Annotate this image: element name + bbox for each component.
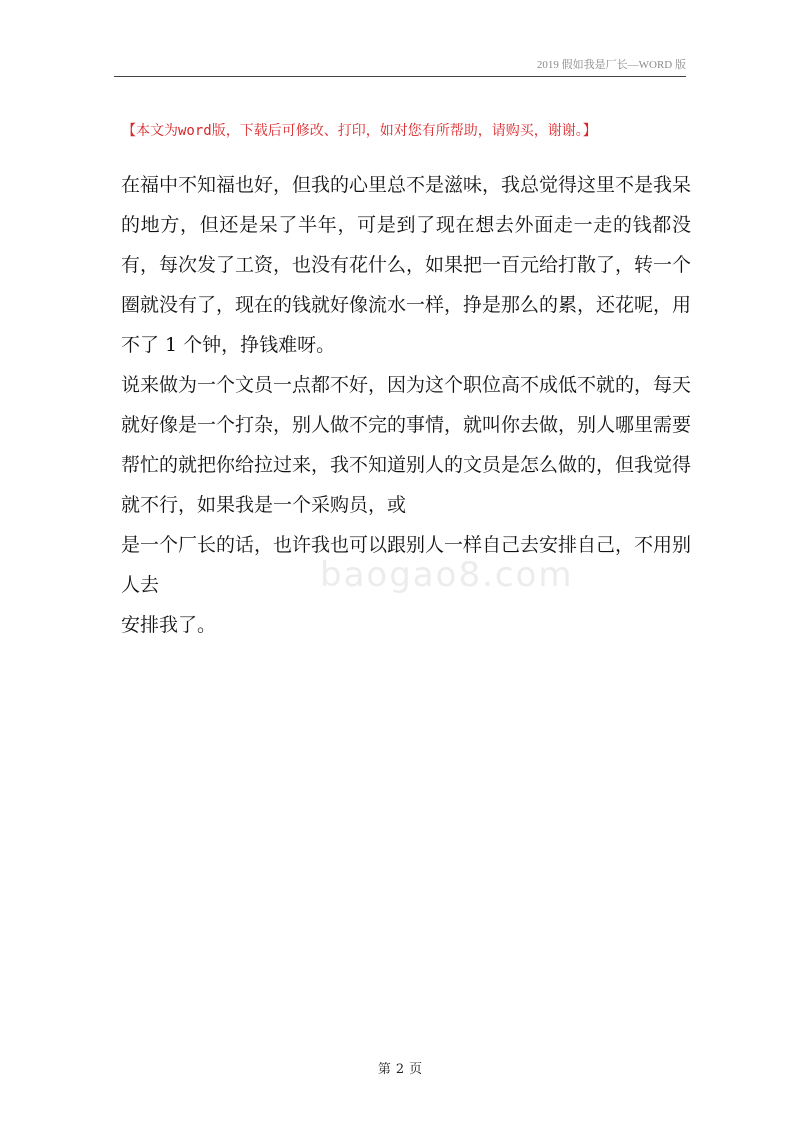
header-title: 2019 假如我是厂长—WORD 版 — [536, 59, 686, 71]
download-notice: 【本文为word版，下载后可修改、打印，如对您有所帮助，请购买，谢谢。】 — [122, 123, 597, 139]
paragraph: 在福中不知福也好，但我的心里总不是滋味，我总觉得这里不是我呆的地方，但还是呆了半年，可是到了现在想去外面走一走的钱都没有，每次发了工资，也没有花什么，如果把一百元给打散了，转一个圈就没有了，现在的钱就好像流水一样，挣是那么的累，还花呢，用不了 1 个钟，挣钱难呀。 — [121, 174, 692, 356]
page-number-suffix: 页 — [409, 1062, 423, 1077]
page-header — [114, 54, 686, 77]
page-number-value: 2 — [395, 1062, 405, 1077]
page-number-prefix: 第 — [377, 1062, 391, 1077]
paragraph: 安排我了。 — [121, 614, 217, 636]
paragraph: 是一个厂长的话，也许我也可以跟别人一样自己去安排自己，不用别人去 — [121, 534, 692, 596]
page-number — [0, 1058, 800, 1077]
watermark: baogao8.com — [320, 555, 574, 595]
paragraph: 说来做为一个文员一点都不好，因为这个职位高不成低不就的，每天就好像是一个打杂，别人做不完的事情，就叫你去做，别人哪里需要帮忙的就把你给拉过来，我不知道别人的文员是怎么做的，但我觉得就不行，如果我是一个采购员，或 — [121, 374, 692, 516]
